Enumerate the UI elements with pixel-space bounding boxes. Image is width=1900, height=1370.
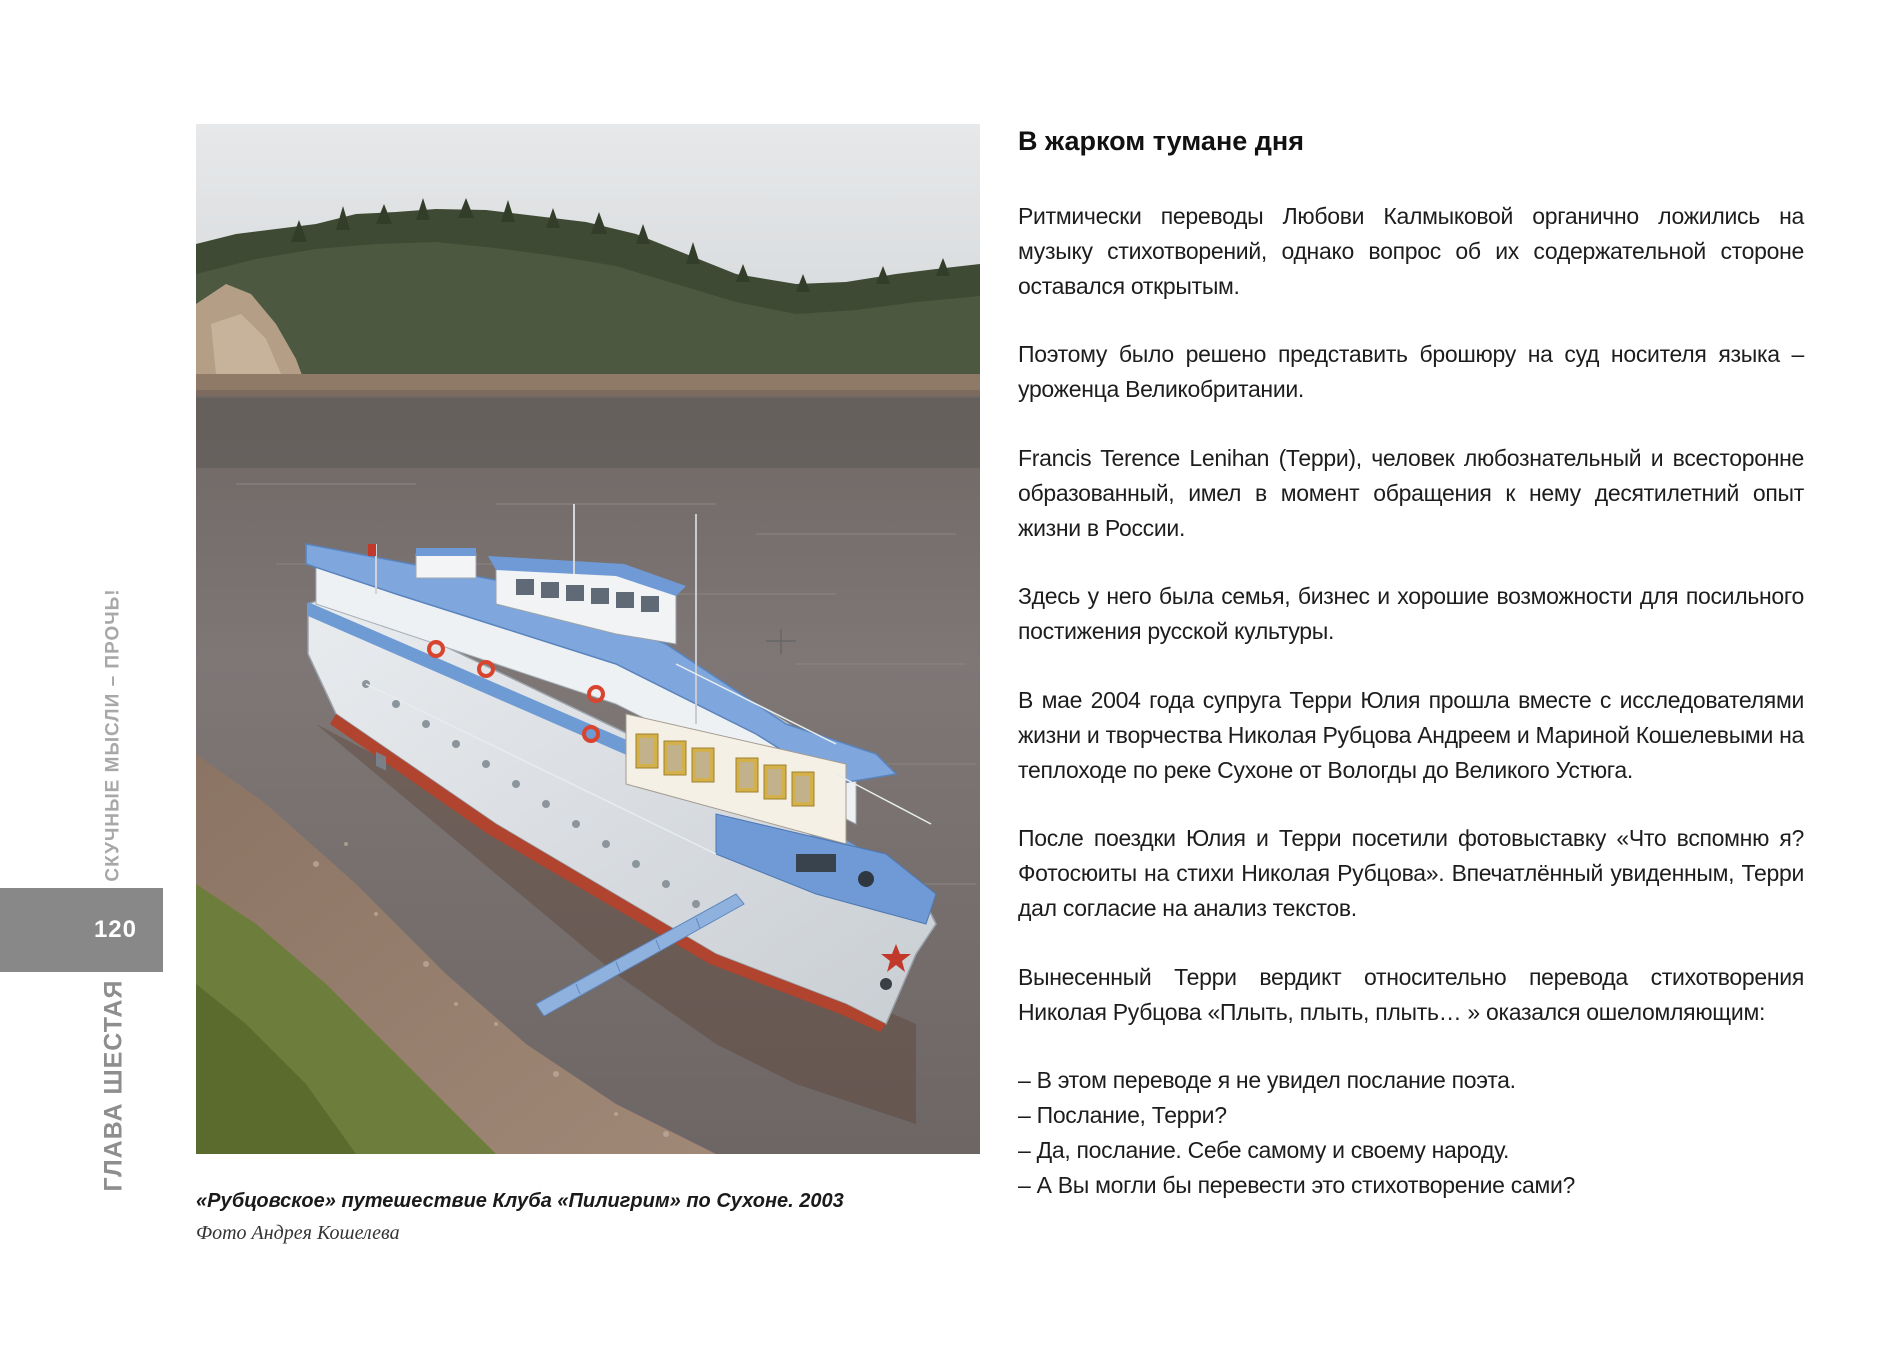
- dialog-line: – В этом переводе я не увидел послание поэта.: [1018, 1067, 1516, 1094]
- page-number: 120: [93, 916, 137, 943]
- paragraph: Francis Terence Lenihan (Терри), человек любознательный и всесторонне образованный, имел в момент обращения к нему десятилетний опыт жизни в России.: [1018, 444, 1804, 541]
- dialog-line: – А Вы могли бы перевести это стихотворение сами?: [1018, 1171, 1576, 1198]
- paragraph: Здесь у него была семья, бизнес и хорошие возможности для посильного постижения русской культуры.: [1018, 583, 1804, 645]
- chapter-title: ГЛАВА ШЕСТАЯ: [99, 979, 128, 1191]
- chapter-title-vertical: [94, 979, 134, 1191]
- photo-credit: Фото Андрея Кошелева: [196, 1222, 400, 1244]
- article-heading: В жарком тумане дня: [1018, 126, 1304, 156]
- paragraph: Ритмически переводы Любови Калмыковой органично ложились на музыку стихотворений, однако вопрос об их содержательной стороне оставался открытым.: [1018, 203, 1804, 299]
- dialog-block: [1018, 1063, 1804, 1202]
- dialog-line: – Послание, Терри?: [1018, 1102, 1227, 1129]
- chapter-subtitle: СКУЧНЫЕ МЫСЛИ – ПРОЧЬ!: [103, 588, 124, 882]
- paragraph: В мае 2004 года супруга Терри Юлия прошла вместе с исследователями жизни и творчества Николая Рубцова Андреем и Мариной Кошелевыми на теплоходе по реке Сухоне от Вологды до Великого Устюга.: [1018, 686, 1804, 783]
- page-number-tab: [0, 888, 163, 972]
- river-ship-photo: [196, 124, 980, 1154]
- paragraph: Вынесенный Терри вердикт относительно перевода стихотворения Николая Рубцова «Плыть, плыть, плыть… » оказался ошеломляющим:: [1018, 963, 1804, 1025]
- paragraph: Поэтому было решено представить брошюру на суд носителя языка – уроженца Великобритании.: [1018, 341, 1804, 403]
- photo-caption-title: «Рубцовское» путешествие Клуба «Пилигрим» по Сухоне. 2003: [196, 1190, 844, 1212]
- article-column: [1018, 120, 1804, 1203]
- paragraph: После поездки Юлия и Терри посетили фотовыставку «Что вспомню я? Фотосюиты на стихи Николая Рубцова». Впечатлённый увиденным, Терри дал согласие на анализ текстов.: [1018, 825, 1804, 921]
- dialog-line: – Да, послание. Себе самому и своему народу.: [1018, 1136, 1510, 1163]
- chapter-subtitle-vertical: [94, 588, 134, 882]
